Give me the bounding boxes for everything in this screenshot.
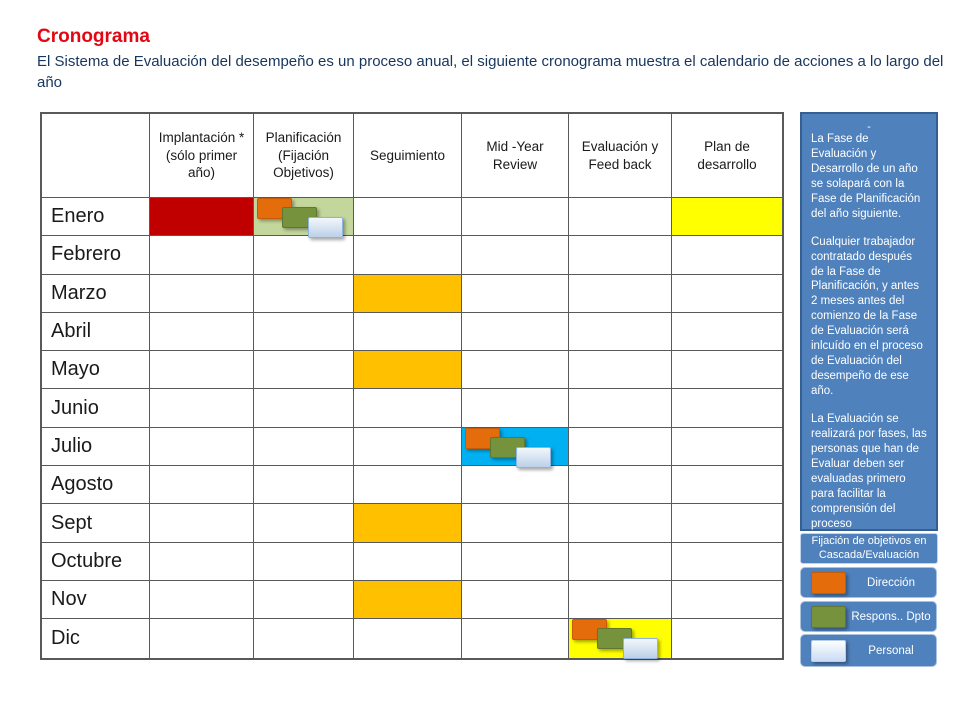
grid-cell xyxy=(569,351,672,389)
highlight-cell-planificacion xyxy=(254,198,354,236)
month-label: Marzo xyxy=(42,275,150,313)
highlight-cell-implantacion xyxy=(150,198,254,236)
grid-cell xyxy=(150,236,254,274)
grid-cell xyxy=(150,313,254,351)
header-cell-month xyxy=(42,114,150,198)
grid-cell xyxy=(672,466,782,504)
sidebar-paragraph: La Fase de Evaluación y Desarrollo de un año se solapará con la Fase de Planificación del año siguiente. xyxy=(811,133,921,220)
grid-cell xyxy=(254,581,354,619)
month-label: Octubre xyxy=(42,543,150,581)
highlight-cell-mid-year-review xyxy=(462,428,569,466)
month-label: Junio xyxy=(42,389,150,427)
grid-cell xyxy=(569,543,672,581)
grid-cell xyxy=(672,236,782,274)
grid-cell xyxy=(569,428,672,466)
highlight-cell-seguimiento xyxy=(354,581,462,619)
cascade-objectives-box: Fijación de objetivos en Cascada/Evaluación xyxy=(800,533,938,564)
sidebar-note-dash: - xyxy=(867,121,871,133)
grid-cell xyxy=(672,313,782,351)
grid-cell xyxy=(354,543,462,581)
grid-cell xyxy=(462,313,569,351)
grid-cell xyxy=(354,198,462,236)
grid-cell xyxy=(354,236,462,274)
grid-cell xyxy=(462,466,569,504)
grid-cell xyxy=(672,428,782,466)
grid-cell xyxy=(462,236,569,274)
grid-cell xyxy=(254,428,354,466)
highlight-cell-seguimiento xyxy=(354,275,462,313)
grid-cell xyxy=(150,389,254,427)
header-cell: Mid -Year Review xyxy=(462,114,569,198)
direccion-swatch-icon xyxy=(811,572,846,594)
grid-cell xyxy=(672,543,782,581)
grid-cell xyxy=(254,389,354,427)
highlight-cell-seguimiento xyxy=(354,504,462,542)
grid-cell xyxy=(462,351,569,389)
month-label: Nov xyxy=(42,581,150,619)
cascade-steps xyxy=(462,428,568,465)
responsable-dpto-swatch-icon xyxy=(811,606,846,628)
grid-cell xyxy=(672,389,782,427)
grid-cell xyxy=(150,581,254,619)
grid-cell xyxy=(569,389,672,427)
grid-cell xyxy=(569,313,672,351)
month-label: Mayo xyxy=(42,351,150,389)
month-label: Agosto xyxy=(42,466,150,504)
grid-cell xyxy=(672,351,782,389)
grid-cell xyxy=(569,236,672,274)
highlight-cell-plan-desarrollo xyxy=(672,198,782,236)
grid-cell xyxy=(354,389,462,427)
grid-cell xyxy=(254,466,354,504)
legend-item-direcci-n xyxy=(800,567,937,598)
grid-cell xyxy=(462,389,569,427)
grid-cell xyxy=(672,275,782,313)
grid-cell xyxy=(254,504,354,542)
cronograma-table xyxy=(40,112,784,660)
grid-cell xyxy=(462,619,569,657)
page-title: Cronograma xyxy=(37,26,150,47)
header-cell: Planificación (Fijación Objetivos) xyxy=(254,114,354,198)
personal-step-icon xyxy=(623,638,658,659)
legend-label: Respons.. Dpto xyxy=(851,610,931,623)
personal-step-icon xyxy=(308,217,343,238)
month-label: Dic xyxy=(42,619,150,657)
grid-cell xyxy=(672,619,782,657)
grid-cell xyxy=(150,428,254,466)
header-cell: Plan de desarrollo xyxy=(672,114,782,198)
highlight-cell-seguimiento xyxy=(354,351,462,389)
grid-cell xyxy=(569,198,672,236)
grid-cell xyxy=(254,351,354,389)
grid-cell xyxy=(462,198,569,236)
grid-cell xyxy=(462,543,569,581)
grid-cell xyxy=(254,275,354,313)
grid-cell xyxy=(462,581,569,619)
grid-cell xyxy=(254,313,354,351)
grid-cell xyxy=(354,428,462,466)
legend-item-personal xyxy=(800,634,937,667)
grid-cell xyxy=(569,504,672,542)
personal-swatch-icon xyxy=(811,640,846,662)
month-label: Julio xyxy=(42,428,150,466)
grid-cell xyxy=(150,543,254,581)
month-label: Sept xyxy=(42,504,150,542)
grid-cell xyxy=(672,504,782,542)
grid-cell xyxy=(254,236,354,274)
page-subtitle: El Sistema de Evaluación del desempeño es un proceso anual, el siguiente cronograma muestra el calendario de acciones a lo largo del año xyxy=(37,53,944,92)
grid-cell xyxy=(254,543,354,581)
grid-cell xyxy=(354,619,462,657)
grid-cell xyxy=(150,619,254,657)
legend-label: Personal xyxy=(868,644,914,657)
grid-cell xyxy=(150,351,254,389)
legend-label: Dirección xyxy=(867,576,915,589)
cascade-steps xyxy=(254,198,353,235)
grid-cell xyxy=(672,581,782,619)
month-label: Abril xyxy=(42,313,150,351)
highlight-cell-evaluacion-feedback xyxy=(569,619,672,657)
legend-item-respons-dpto xyxy=(800,601,937,632)
month-label: Febrero xyxy=(42,236,150,274)
sidebar-paragraph: La Evaluación se realizará por fases, las personas que han de Evaluar deben ser evaluadas primero para facilitar la comprensión del proceso xyxy=(811,412,927,530)
grid-cell xyxy=(354,313,462,351)
header-cell: Seguimiento xyxy=(354,114,462,198)
grid-cell xyxy=(569,581,672,619)
sidebar-note-box xyxy=(800,112,938,531)
cascade-steps xyxy=(569,619,671,657)
grid-cell xyxy=(150,275,254,313)
grid-cell xyxy=(569,466,672,504)
sidebar-paragraph: Cualquier trabajador contratado después de la Fase de Planificación, y antes 2 meses antes del comienzo de la Fase de Evaluación será inlcuído en el proceso de Evaluación del desempeño de ese año. xyxy=(811,235,923,397)
grid-cell xyxy=(150,504,254,542)
grid-cell xyxy=(354,466,462,504)
month-label: Enero xyxy=(42,198,150,236)
grid-cell xyxy=(462,275,569,313)
personal-step-icon xyxy=(516,447,551,468)
header-cell: Evaluación y Feed back xyxy=(569,114,672,198)
sidebar-note-text xyxy=(811,132,927,531)
grid-cell xyxy=(150,466,254,504)
grid-cell xyxy=(569,275,672,313)
grid-cell xyxy=(462,504,569,542)
header-cell: Implantación * (sólo primer año) xyxy=(150,114,254,198)
grid-cell xyxy=(254,619,354,657)
